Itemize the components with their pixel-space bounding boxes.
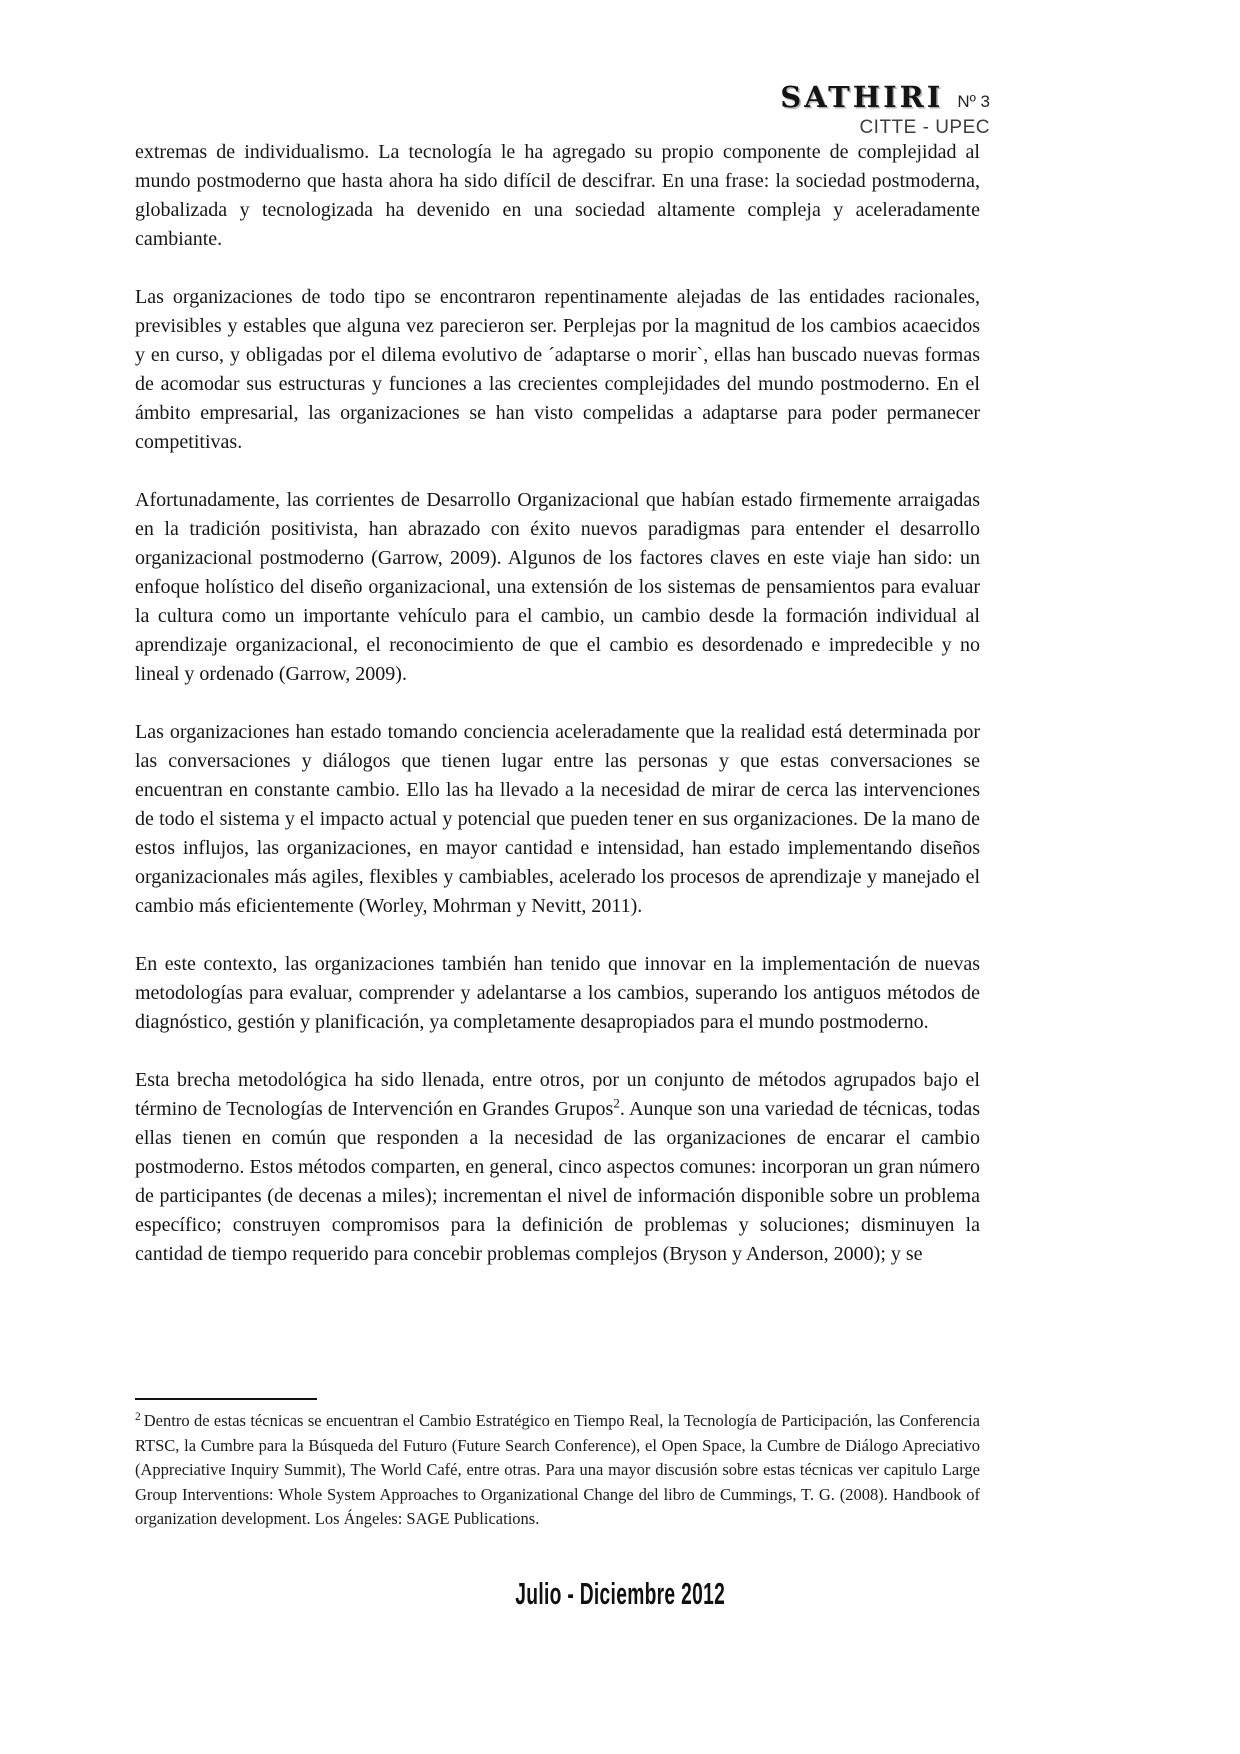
footnote-marker: 2	[135, 1410, 141, 1423]
body-text	[135, 138, 980, 1298]
paragraph: Las organizaciones han estado tomando conciencia aceleradamente que la realidad está determinada por las conversaciones y diálogos que tienen lugar entre las personas y que estas conversaciones se encuentran en constante cambio. Ello las ha llevado a la necesidad de mirar de cerca las intervenciones de todo el sistema y el impacto actual y potencial que pueden tener en sus organizaciones. De la mano de estos influjos, las organizaciones, en mayor cantidad e intensidad, han estado implementando diseños organizacionales más agiles, flexibles y cambiables, acelerado los procesos de aprendizaje y manejado el cambio más eficientemente (Worley, Mohrman y Nevitt, 2011).	[135, 721, 980, 917]
page-header	[780, 80, 990, 139]
paragraph	[135, 1066, 980, 1269]
footnote-separator	[135, 1398, 317, 1400]
paragraph: extremas de individualismo. La tecnología le ha agregado su propio componente de complejidad al mundo postmoderno que hasta ahora ha sido difícil de descifrar. En una frase: la sociedad postmoderna, globalizada y tecnologizada ha devenido en una sociedad altamente compleja y aceleradamente cambiante.	[135, 141, 980, 250]
paragraph: Afortunadamente, las corrientes de Desarrollo Organizacional que habían estado firmemente arraigadas en la tradición positivista, han abrazado con éxito nuevos paradigmas para entender el desarrollo organizacional postmoderno (Garrow, 2009). Algunos de los factores claves en este viaje han sido: un enfoque holístico del diseño organizacional, una extensión de los sistemas de pensamientos para evaluar la cultura como un importante vehículo para el cambio, un cambio desde la formación individual al aprendizaje organizacional, el reconocimiento de que el cambio es desordenado e impredecible y no lineal y ordenado (Garrow, 2009).	[135, 489, 980, 685]
paragraph: Las organizaciones de todo tipo se encontraron repentinamente alejadas de las entidades racionales, previsibles y estables que alguna vez parecieron ser. Perplejas por la magnitud de los cambios acaecidos y en curso, y obligadas por el dilema evolutivo de ´adaptarse o morir`, ellas han buscado nuevas formas de acomodar sus estructuras y funciones a las crecientes complejidades del mundo postmoderno. En el ámbito empresarial, las organizaciones se han visto compelidas a adaptarse para poder permanecer competitivas.	[135, 286, 980, 453]
journal-header-line	[780, 80, 990, 114]
institution-name: CITTE - UPEC	[859, 117, 990, 138]
paragraph-text: . Aunque son una variedad de técnicas, todas ellas tienen en común que responden a la necesidad de las organizaciones de encarar el cambio postmoderno. Estos métodos comparten, en general, cinco aspectos comunes: incorporan un gran número de participantes (de decenas a miles); incrementan el nivel de información disponible sobre un problema específico; construyen compromisos para la definición de problemas y soluciones; disminuyen la cantidad de tiempo requerido para concebir problemas complejos (Bryson y Anderson, 2000); y se	[135, 1098, 980, 1265]
footnote-text: Dentro de estas técnicas se encuentran el Cambio Estratégico en Tiempo Real, la Tecnología de Participación, las Conferencia RTSC, la Cumbre para la Búsqueda del Futuro (Future Search Conference), el Open Space, la Cumbre de Diálogo Apreciativo (Appreciative Inquiry Summit), The World Café, entre otras. Para una mayor discusión sobre estas técnicas ver capitulo Large Group Interventions: Whole System Approaches to Organizational Change del libro de Cummings, T. G. (2008). Handbook of organization development. Los Ángeles: SAGE Publications.	[135, 1411, 980, 1528]
issue-number: Nº 3	[957, 92, 990, 111]
footnote-section	[135, 1398, 980, 1532]
footnote	[135, 1409, 980, 1532]
issue-date: Julio - Diciembre 2012	[515, 1576, 725, 1611]
paragraph-text: Esta brecha metodológica ha sido llenada, entre otros, por un conjunto de métodos agrupados bajo el término de Tecnologías de Intervención en Grandes Grupos	[135, 1069, 980, 1120]
journal-title: SATHIRI	[780, 80, 944, 114]
paragraph: En este contexto, las organizaciones también han tenido que innovar en la implementación de nuevas metodologías para evaluar, comprender y adelantarse a los cambios, superando los antiguos métodos de diagnóstico, gestión y planificación, ya completamente desapropiados para el mundo postmoderno.	[135, 953, 980, 1033]
page-footer	[0, 1576, 1240, 1612]
footnote-reference: 2	[613, 1095, 620, 1111]
